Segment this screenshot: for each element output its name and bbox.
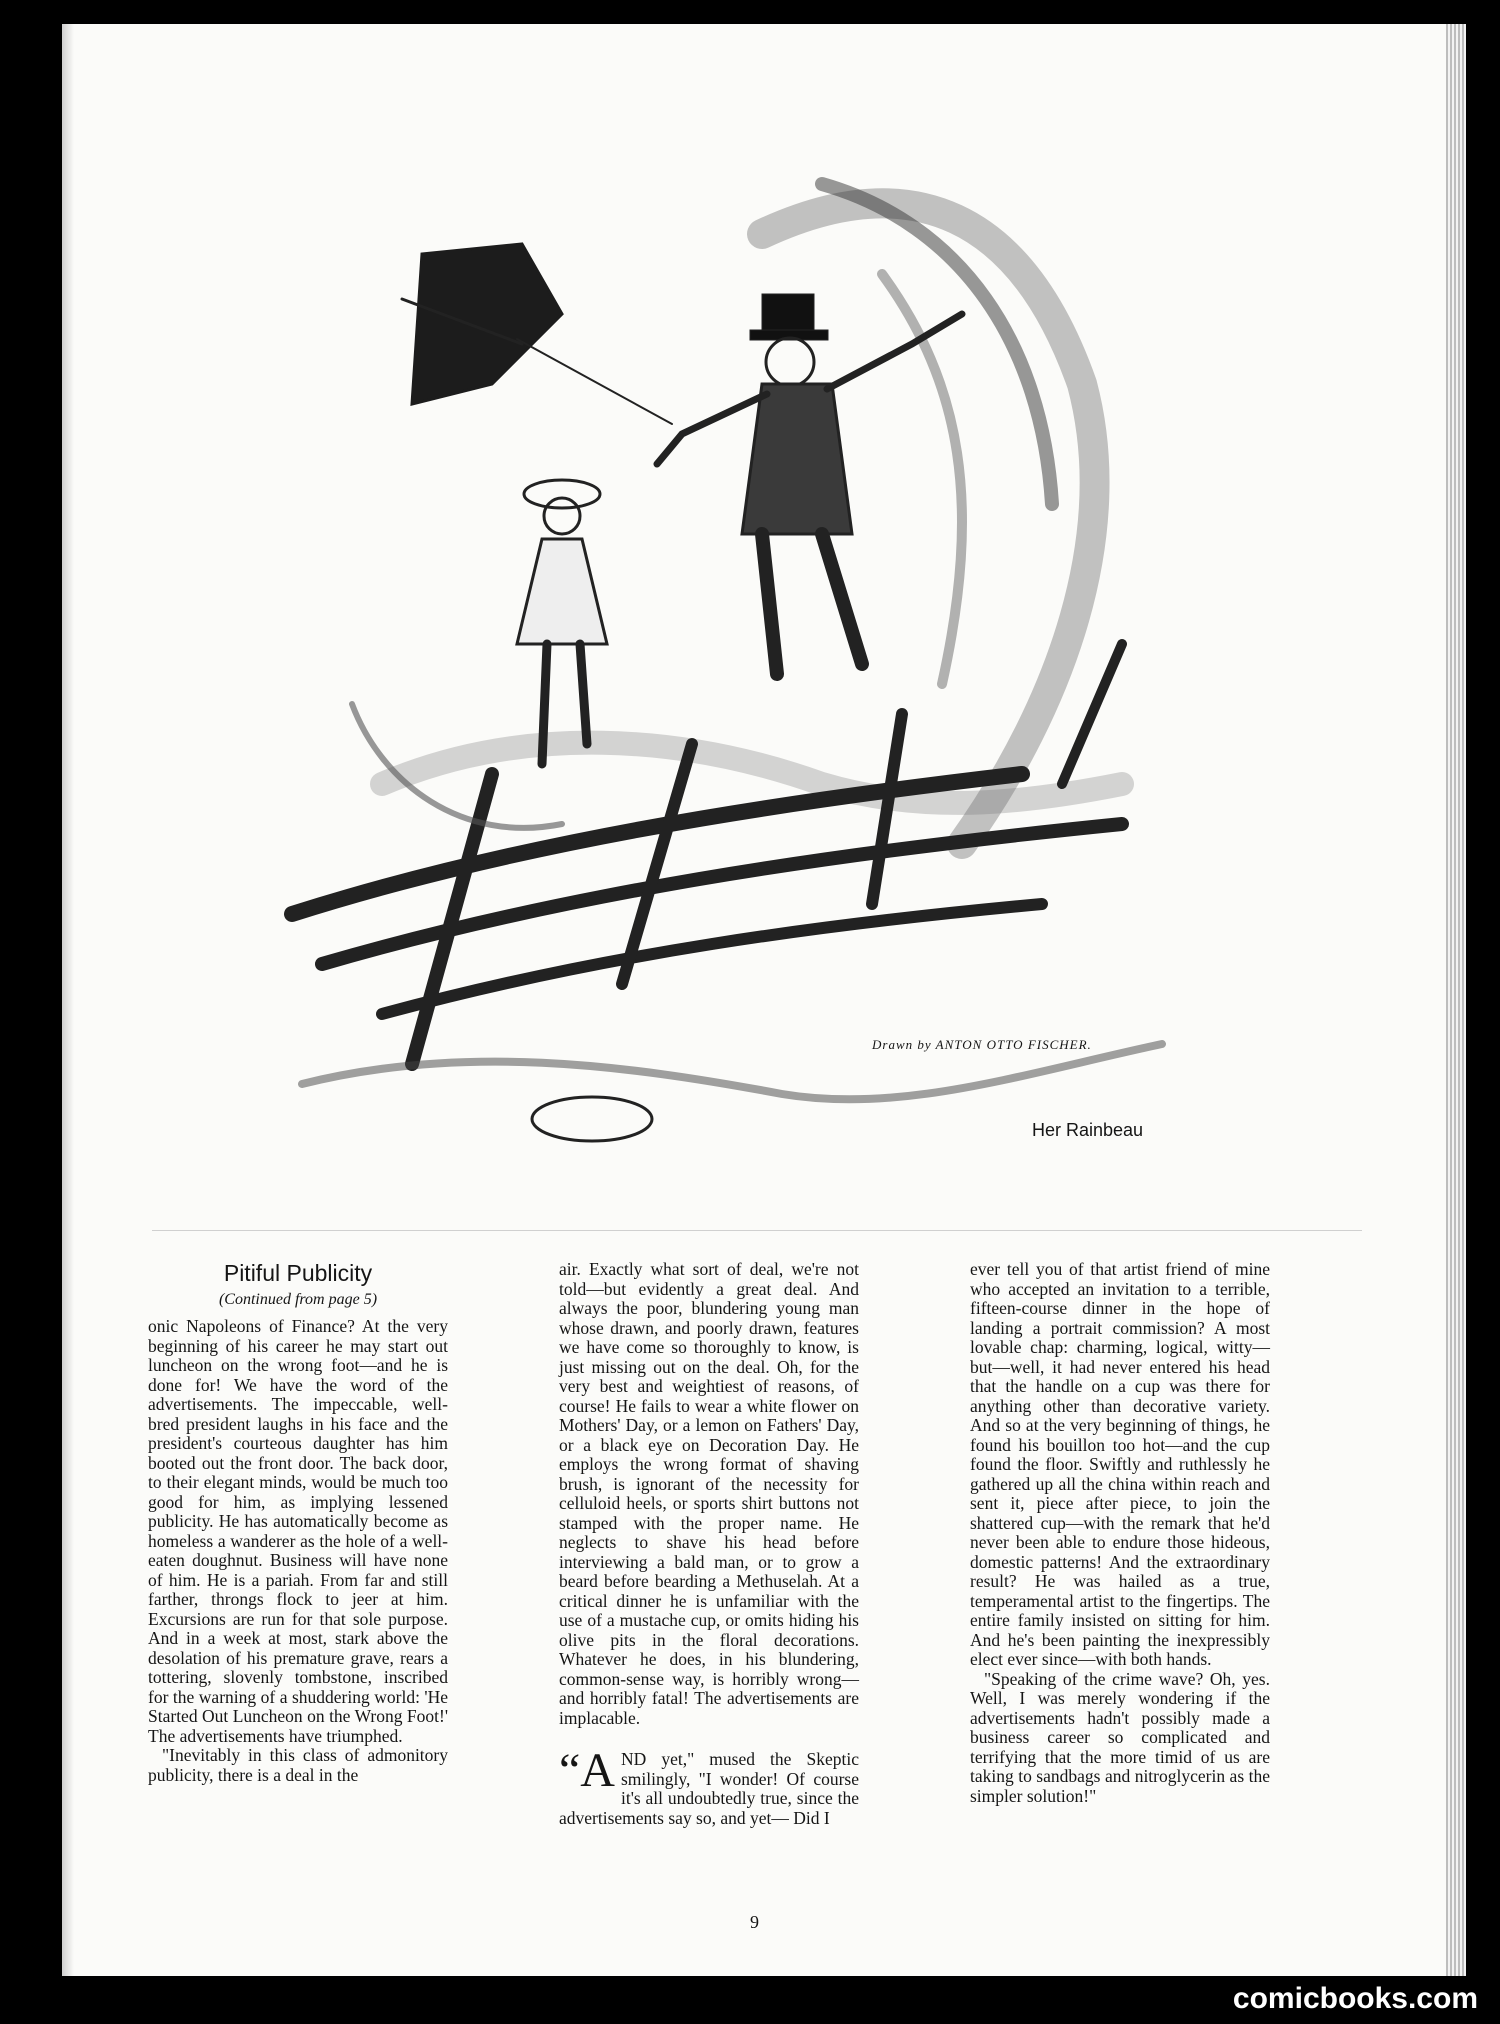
- illustration-credit: Drawn by ANTON OTTO FISCHER.: [872, 1037, 1092, 1052]
- article-headline: Pitiful Publicity: [223, 1260, 373, 1286]
- drop-cap: “A: [559, 1744, 615, 1797]
- article-column-2: [559, 1260, 859, 1828]
- divider: [152, 1230, 1362, 1231]
- watermark: comicbooks.com: [1232, 1982, 1478, 2015]
- page-edge: [1446, 24, 1466, 1976]
- paragraph: onic Napoleons of Finance? At the very beginning of his career he may start out luncheon on the wrong foot—and he is done for! We have the word of the advertisements. The impeccable, well-bred president laughs in his face and the president's courteous daughter has him booted out the front door. The back door, to their elegant minds, would be much too good for him, as implying lessened publicity. He has automatically become as homeless a wanderer as the hole of a well-eaten doughnut. Business will have none of him. He is a pariah. From far and still farther, throngs flock to jeer at him. Excursions are run for that sole purpose. And in a week at most, stark above the desolation of his premature grave, rears a tottering, slovenly tombstone, inscribed for the warning of a shuddering world: 'He Started Out Luncheon on the Wrong Foot!' The advertisements have triumphed.: [148, 1316, 448, 1746]
- paragraph: "Speaking of the crime wave? Oh, yes. Well, I was merely wondering if the advertisements hadn't possibly made a business career so complicated and terrifying that the more timid of us are taking to sandbags and nitroglycerin as the simpler solution!": [970, 1668, 1270, 1806]
- binding-gutter: [62, 24, 74, 1976]
- paragraph: "Inevitably in this class of admonitory publicity, there is a deal in the: [148, 1745, 448, 1785]
- paragraph-text: ND yet," mused the Skeptic smilingly, "I wonder! Of course it's all undoubtedly true, since the advertisements say so, and yet— Did I: [559, 1749, 859, 1828]
- paragraph: air. Exactly what sort of deal, we're not told—but evidently a great deal. And always the poor, blundering young man whose drawn, and poorly drawn, features we have come so thoroughly to know, is just missing out on the deal. Oh, for the very best and weightiest of reasons, of course! He fails to wear a white flower on Mothers' Day, or a lemon on Fathers' Day, or a black eye on Decoration Day. He employs the wrong format of shaving brush, is ignorant of the necessity for celluloid heels, or sports shirt buttons not stamped with the proper name. He neglects to shave his head before interviewing a bald man, or to grow a beard before bearding a Methuselah. At a critical dinner he is unfamiliar with the use of a mustache cup, or omits hiding his olive pits in the floral decorations. Whatever he does, in his blundering, common-sense way, is horribly wrong—and horribly fatal! The advertisements are implacable.: [559, 1259, 859, 1728]
- article-column-1: [148, 1260, 448, 1785]
- paragraph-dropcap: [559, 1744, 859, 1828]
- article-column-3: [970, 1260, 1270, 1806]
- continued-note: (Continued from page 5): [218, 1290, 378, 1308]
- paragraph: ever tell you of that artist friend of mine who accepted an invitation to a terrible, fifteen-course dinner in the hope of landing a portrait commission? A most lovable chap: charming, logical, witty—but—well, it had never entered his head that the handle on a cup was there for anything other than decorative variety. And so at the very beginning of things, he found his bouillon too hot—and the cup found the floor. Swiftly and ruthlessly he gathered up all the china within reach and sent it, piece after piece, to join the shattered cup—with the remark that he'd never been able to endure those hideous, domestic patterns! And the extraordinary result? He was hailed as a true, temperamental artist to the fingertips. The entire family insisted on sitting for him. And he's been painting the inexpressibly elect ever since—with both hands.: [970, 1259, 1270, 1669]
- illustration-her-rainbeau: [262, 84, 1242, 1234]
- page-number: 9: [750, 1912, 759, 1932]
- magazine-page: [62, 24, 1466, 1976]
- illustration-caption: Her Rainbeau: [1032, 1120, 1144, 1140]
